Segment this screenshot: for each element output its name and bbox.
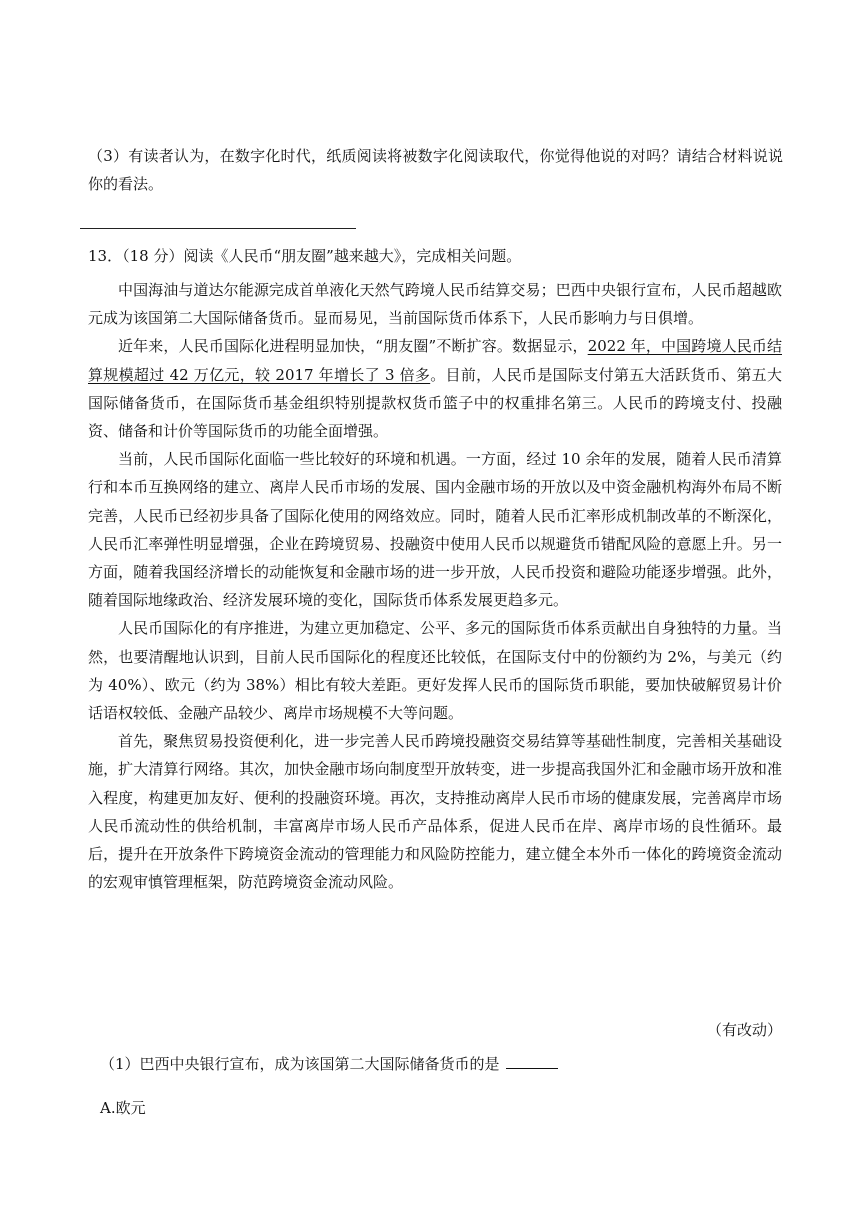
- sub-question-1: [100, 1050, 558, 1078]
- sub-question-1-text: （1）巴西中央银行宣布，成为该国第二大国际储备货币的是: [100, 1055, 500, 1073]
- passage-paragraph-2: [88, 332, 782, 445]
- passage-paragraph-4: 人民币国际化的有序推进，为建立更加稳定、公平、多元的国际货币体系贡献出自身独特的力量。当然，也要清醒地认识到，目前人民币国际化的程度还比较低，在国际支付中的份额约为 2%，与美元（约为 40%）、欧元（约为 38%）相比有较大差距。更好发挥人民币的国际货币职能，要加快破解贸易计价话语权较低、金融产品较少、离岸市场规模不大等问题。: [88, 619, 782, 723]
- underlined-statistic: 2022 年，中国跨境人民币结算规模超过 42 万亿元，较 2017 年增长了 3 倍多: [88, 337, 782, 384]
- answer-blank[interactable]: [506, 1054, 558, 1069]
- paragraph-2-rest: 。目前，人民币是国际支付第五大活跃货币、第五大国际储备货币，在国际货币基金组织特别提款权货币篮子中的权重排名第三。人民币的跨境支付、投融资、储备和计价等国际货币的功能全面增强。: [88, 365, 782, 441]
- passage-paragraph-5: 首先，聚焦贸易投资便利化，进一步完善人民币跨境投融资交易结算等基础性制度，完善相关基础设施，扩大清算行网络。其次，加快金融市场向制度型开放转变，进一步提高我国外汇和金融市场开放和准入程度，构建更加友好、便利的投融资环境。再次，支持推动离岸人民币市场的健康发展，完善离岸市场人民币流动性的供给机制，丰富离岸市场人民币产品体系，促进人民币在岸、离岸市场的良性循环。最后，提升在开放条件下跨境资金流动的管理能力和风险防控能力，建立健全本外币一体化的跨境资金流动的宏观审慎管理框架，防范跨境资金流动风险。: [88, 732, 782, 892]
- reading-passage: [88, 276, 782, 896]
- answer-line: [80, 228, 356, 229]
- passage-paragraph-1: 中国海油与道达尔能源完成首单液化天然气跨境人民币结算交易；巴西中央银行宣布，人民币超越欧元成为该国第二大国际储备货币。显而易见，当前国际货币体系下，人民币影响力与日俱增。: [88, 281, 782, 328]
- option-a[interactable]: A.欧元: [100, 1099, 146, 1117]
- question-13-header: [88, 242, 783, 270]
- question-number: 13．: [88, 247, 123, 265]
- passage-paragraph-3: 当前，人民币国际化面临一些比较好的环境和机遇。一方面，经过 10 余年的发展，随着人民币清算行和本币互换网络的建立、离岸人民币市场的发展、国内金融市场的开放以及中资金融机构海外布局不断完善，人民币已经初步具备了国际化使用的网络效应。同时，随着人民币汇率形成机制改革的不断深化，人民币汇率弹性明显增强，企业在跨境贸易、投融资中使用人民币以规避货币错配风险的意愿上升。另一方面，随着我国经济增长的动能恢复和金融市场的进一步开放，人民币投资和避险功能逐步增强。此外，随着国际地缘政治、经济发展环境的变化，国际货币体系发展更趋多元。: [88, 450, 782, 610]
- source-note: （有改动）: [706, 1021, 782, 1039]
- question-title: （18 分）阅读《人民币“朋友圈”越来越大》，完成相关问题。: [122, 247, 522, 265]
- question-3-text: （3）有读者认为，在数字化时代，纸质阅读将被数字化阅读取代，你觉得他说的对吗？请结合材料说说你的看法。: [88, 147, 783, 193]
- paragraph-2-intro: 近年来，人民币国际化进程明显加快，“朋友圈”不断扩容。数据显示，: [118, 337, 588, 356]
